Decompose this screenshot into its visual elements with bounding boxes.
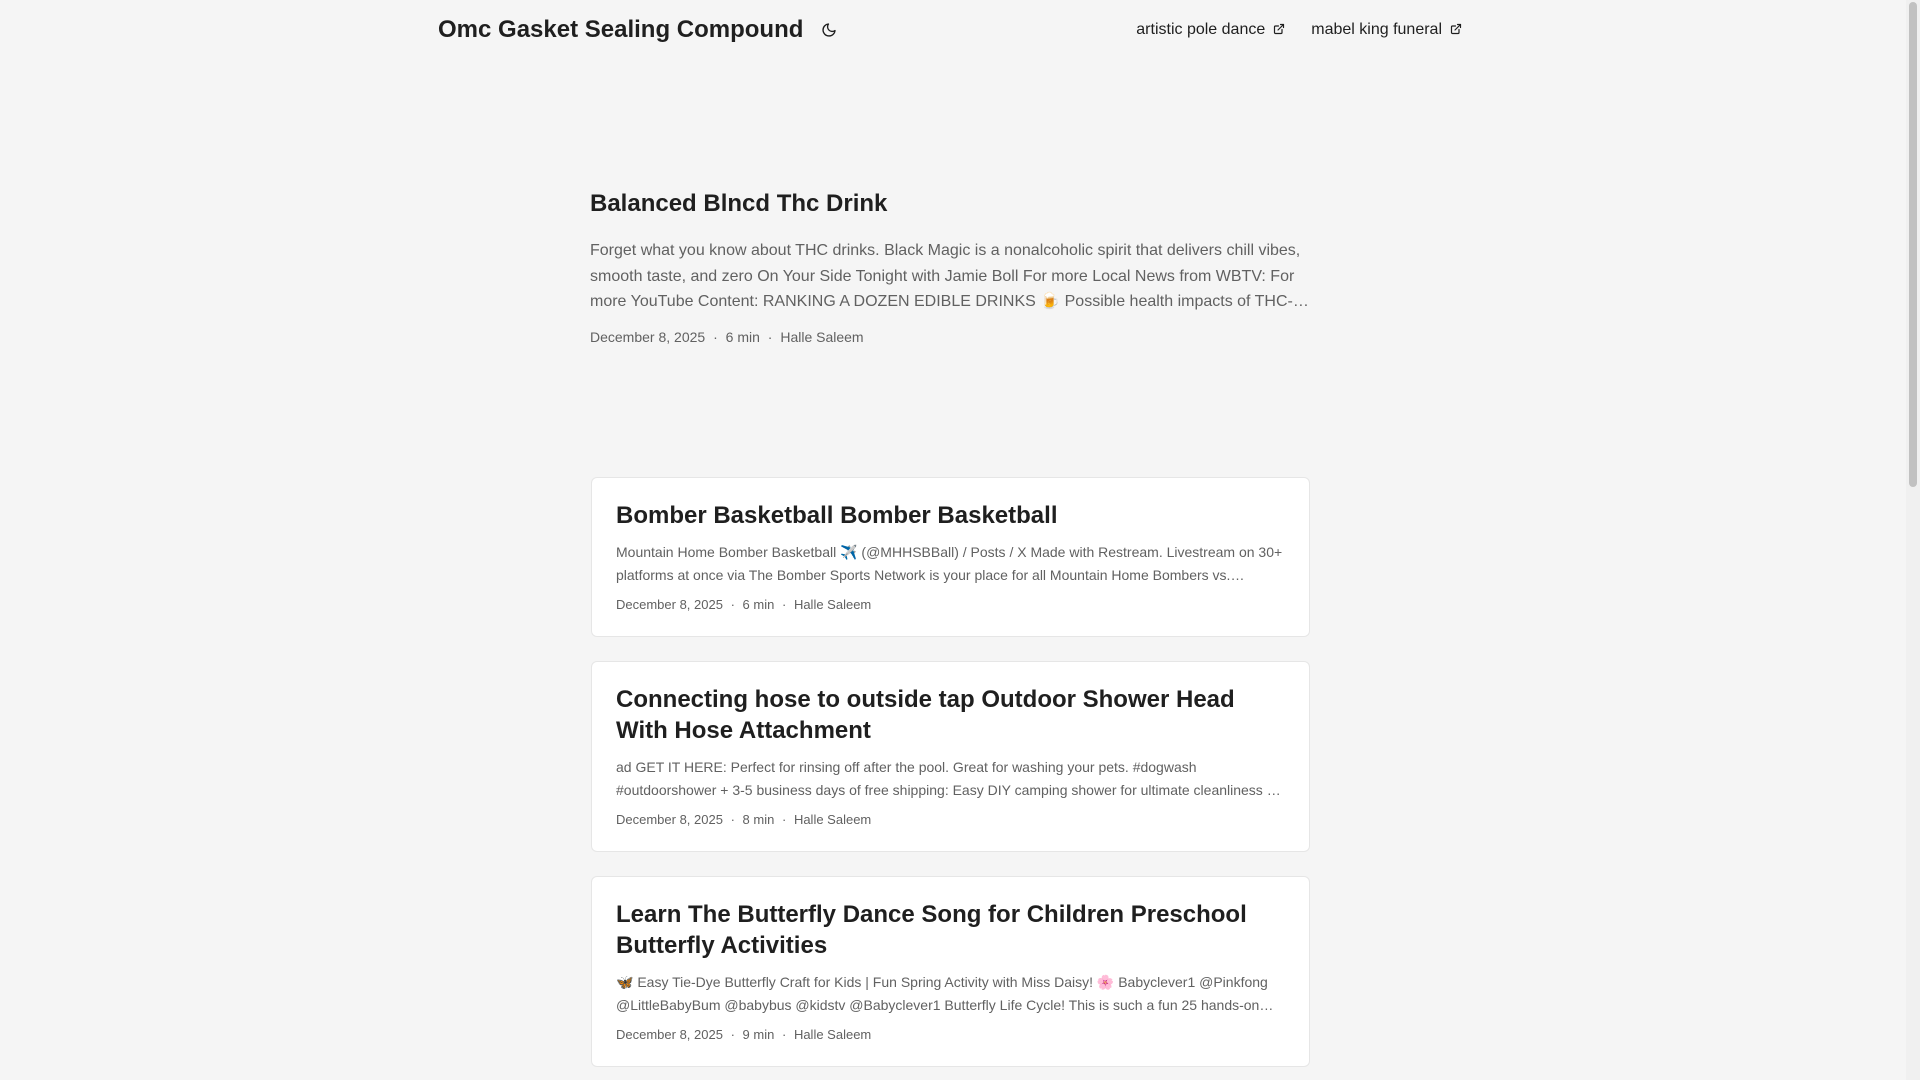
- meta-separator: ·: [781, 597, 787, 612]
- post-card-title[interactable]: Learn The Butterfly Dance Song for Children Preschool Butterfly Activities: [616, 901, 1247, 959]
- featured-post-summary: Forget what you know about THC drinks. Black Magic is a nonalcoholic spirit that delivers chill vibes, smooth taste, and zero On Your Side Tonight with Jamie Boll For more Local News from WBTV: For more YouTube Content: RANKING A DOZEN EDIBLE DRINKS 🍺 Possible health impacts of THC-…: [590, 242, 1309, 310]
- meta-separator: ·: [730, 597, 735, 612]
- post-card-summary: 🦋 Easy Tie-Dye Butterfly Craft for Kids | Fun Spring Activity with Miss Daisy! 🌸 Babyclever1 @Pinkfong @LittleBabyBum @babybus @kidstv @Babyclever1 Butterfly Life Cycle! This is such a fun 25 hands-on…: [616, 974, 1274, 1013]
- nav-link-mabel-king-funeral[interactable]: [1311, 21, 1464, 39]
- featured-post: [590, 184, 1310, 345]
- site-title[interactable]: Omc Gasket Sealing Compound: [438, 16, 804, 43]
- featured-post-meta: [590, 329, 1310, 345]
- post-list: [591, 477, 1310, 1080]
- post-author: Halle Saleem: [780, 328, 864, 345]
- moon-icon: [821, 22, 837, 38]
- post-date: December 8, 2025: [616, 597, 723, 612]
- header-nav: [1136, 21, 1464, 39]
- scrollbar-thumb[interactable]: [1909, 2, 1917, 487]
- post-read-time: 6 min: [742, 597, 775, 612]
- post-date: December 8, 2025: [590, 328, 706, 345]
- meta-separator: ·: [730, 1027, 735, 1042]
- post-read-time: 6 min: [725, 328, 760, 345]
- post-card-title[interactable]: Connecting hose to outside tap Outdoor Shower Head With Hose Attachment: [616, 686, 1235, 744]
- post-author: Halle Saleem: [793, 812, 872, 827]
- post-card-title[interactable]: Bomber Basketball Bomber Basketball: [616, 502, 1058, 529]
- post-card-meta: [616, 597, 1285, 612]
- nav-link-label: mabel king funeral: [1311, 21, 1442, 38]
- nav-link-label: artistic pole dance: [1136, 21, 1266, 38]
- vertical-scrollbar[interactable]: [1906, 0, 1920, 1080]
- post-date: December 8, 2025: [616, 1027, 723, 1042]
- meta-separator: ·: [730, 812, 735, 827]
- post-card[interactable]: [591, 876, 1310, 1067]
- featured-post-title[interactable]: Balanced Blncd Thc Drink: [590, 190, 888, 217]
- nav-link-artistic-pole-dance[interactable]: [1136, 21, 1287, 39]
- post-read-time: 8 min: [742, 812, 775, 827]
- theme-toggle-button[interactable]: [817, 18, 841, 42]
- post-date: December 8, 2025: [616, 812, 723, 827]
- post-card-summary: Mountain Home Bomber Basketball ✈️ (@MHHSBBall) / Posts / X Made with Restream. Livestream on 30+ platforms at once via The Bomber Sports Network is your place for all Mountain Home Bombers vs.…: [616, 544, 1283, 583]
- post-card-summary: ad GET IT HERE: Perfect for rinsing off after the pool. Great for washing your pets. #dogwash #outdoorshower + 3-5 business days of free shipping: Easy DIY camping shower for ultimate cleanliness …: [616, 759, 1281, 798]
- meta-separator: ·: [713, 328, 718, 345]
- post-read-time: 9 min: [742, 1027, 775, 1042]
- post-card-meta: [616, 1027, 1285, 1042]
- meta-separator: ·: [781, 812, 787, 827]
- external-link-icon: [1273, 23, 1287, 37]
- meta-separator: ·: [781, 1027, 787, 1042]
- post-card-meta: [616, 812, 1285, 827]
- external-link-icon: [1450, 23, 1464, 37]
- site-header: [438, 0, 1464, 60]
- meta-separator: ·: [767, 328, 773, 345]
- brand: [438, 16, 841, 44]
- post-card[interactable]: [591, 661, 1310, 852]
- post-author: Halle Saleem: [793, 597, 872, 612]
- post-author: Halle Saleem: [793, 1027, 872, 1042]
- post-card[interactable]: [591, 477, 1310, 637]
